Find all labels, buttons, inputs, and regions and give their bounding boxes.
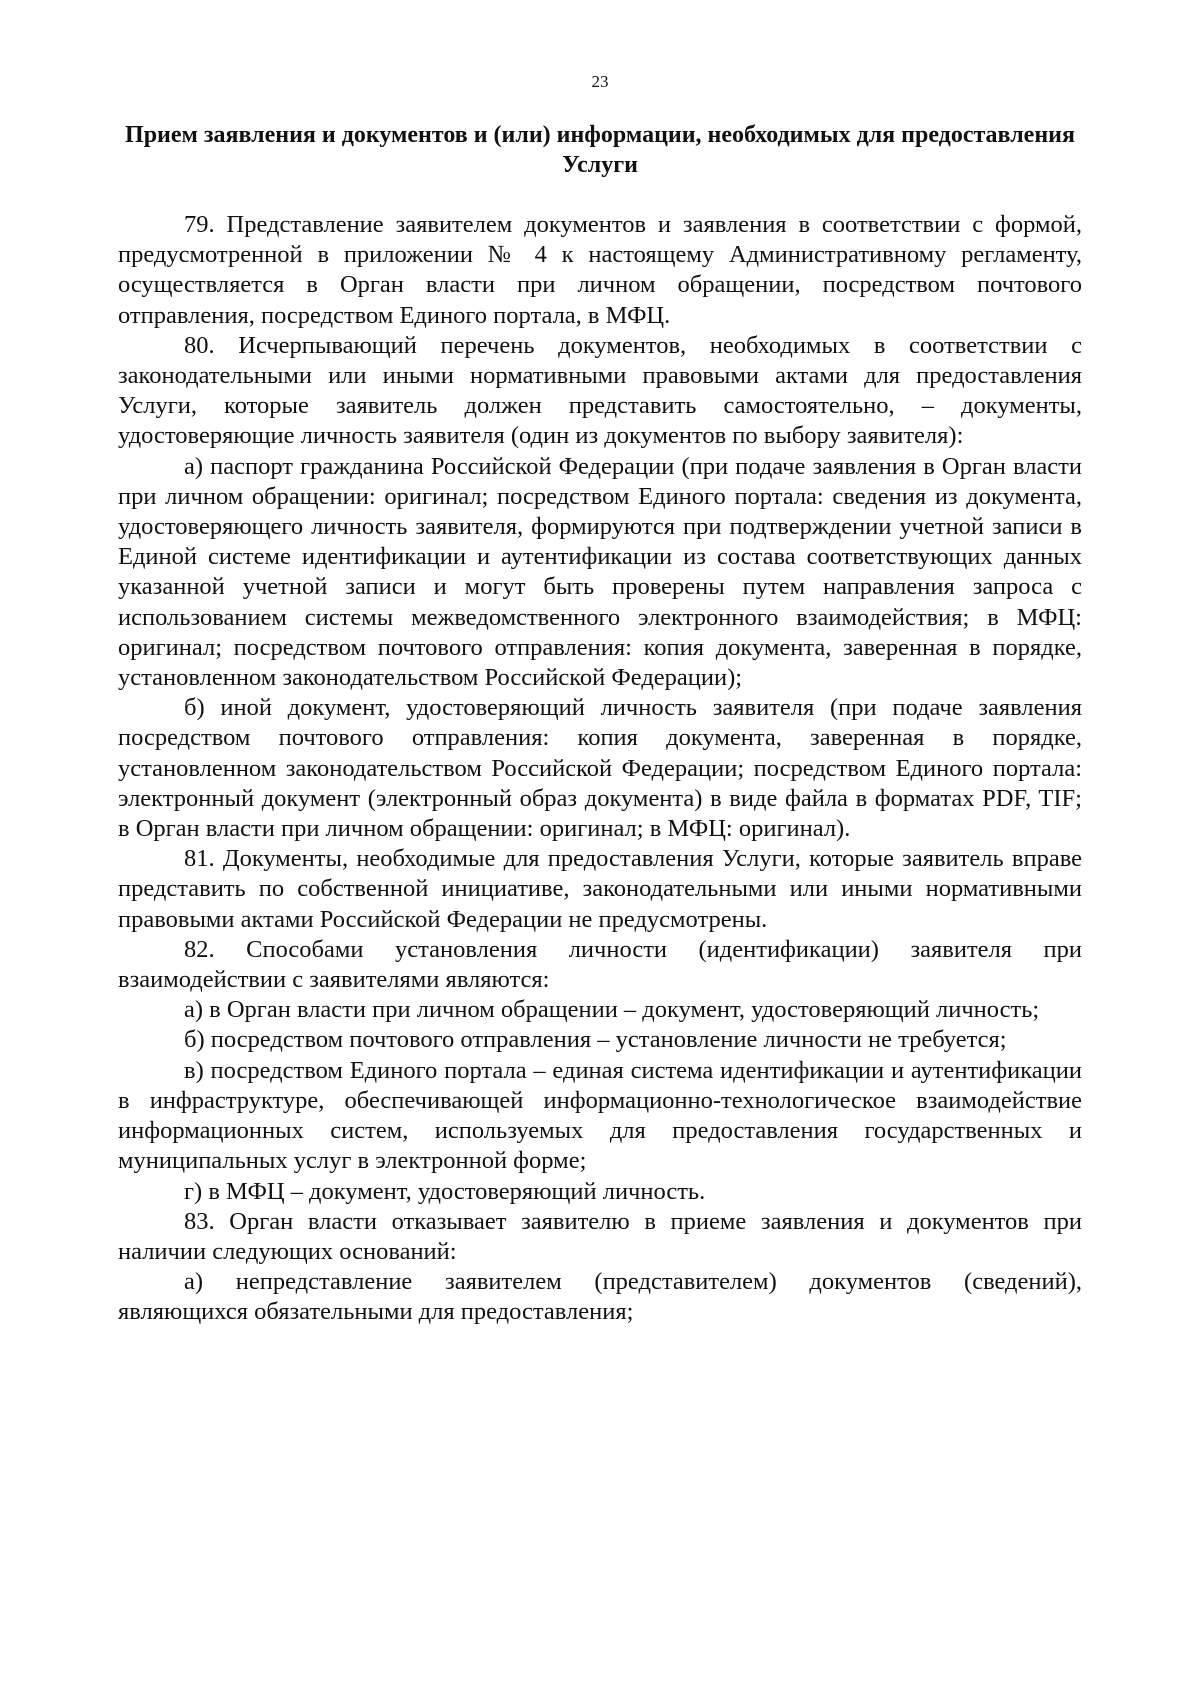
- document-body: [118, 210, 1082, 1328]
- paragraph-82-item-a: а) в Орган власти при личном обращении – документ, удостоверяющий личность;: [184, 996, 1040, 1024]
- paragraph-79: 79. Представление заявителем документов и заявления в соответствии с формой, предусмотренной в приложении № 4 к настоящему Административному регламенту, осуществляется в Орган власти при личном обращении, посредством почтового отправления, посредством Единого портала, в МФЦ.: [118, 211, 1082, 329]
- paragraph-82: 82. Способами установления личности (идентификации) заявителя при взаимодействии с заявителями являются:: [118, 935, 1082, 994]
- section-heading: Прием заявления и документов и (или) информации, необходимых для предоставления Услуги: [125, 122, 1075, 178]
- paragraph-80-item-b: б) иной документ, удостоверяющий личность заявителя (при подаче заявления посредством почтового отправления: копия документа, заверенная в порядке, установленном законодательством Российской Федерации; посредством Единого портала: электронный документ (электронный образ документа) в виде файла в форматах PDF, TIF; в Орган власти при личном обращении: оригинал; в МФЦ: оригинал).: [118, 694, 1082, 843]
- paragraph-82-item-g: г) в МФЦ – документ, удостоверяющий личность.: [184, 1177, 706, 1205]
- paragraph-81: 81. Документы, необходимые для предоставления Услуги, которые заявитель вправе представить по собственной инициативе, законодательными или иными нормативными правовыми актами Российской Федерации не предусмотрены.: [118, 845, 1082, 933]
- paragraph-80: 80. Исчерпывающий перечень документов, необходимых в соответствии с законодательными или иными нормативными правовыми актами для предоставления Услуги, которые заявитель должен представить самостоятельно, – документы, удостоверяющие личность заявителя (один из документов по выбору заявителя):: [118, 331, 1082, 450]
- page-number: 23: [591, 72, 609, 91]
- paragraph-83: 83. Орган власти отказывает заявителю в приеме заявления и документов при наличии следующих оснований:: [118, 1207, 1082, 1265]
- paragraph-80-item-a: а) паспорт гражданина Российской Федерации (при подаче заявления в Орган власти при личном обращении: оригинал; посредством Единого портала: сведения из документа, удостоверяющего личность заявителя, формируются при подтверждении учетной записи в Единой системе идентификации и аутентификации из состава соответствующих данных указанной учетной записи и могут быть проверены путем направления запроса с использованием системы межведомственного электронного взаимодействия; в МФЦ: оригинал; посредством почтового отправления: копия документа, заверенная в порядке, установленном законодательством Российской Федерации);: [118, 452, 1082, 692]
- paragraph-83-item-a: а) непредставление заявителем (представителем) документов (сведений), являющихся обязательными для предоставления;: [118, 1268, 1082, 1326]
- paragraph-82-item-b: б) посредством почтового отправления – установление личности не требуется;: [184, 1026, 1007, 1054]
- paragraph-82-item-v: в) посредством Единого портала – единая система идентификации и аутентификации в инфраструктуре, обеспечивающей информационно-технологическое взаимодействие информационных систем, используемых для предоставления государственных и муниципальных услуг в электронной форме;: [118, 1056, 1082, 1175]
